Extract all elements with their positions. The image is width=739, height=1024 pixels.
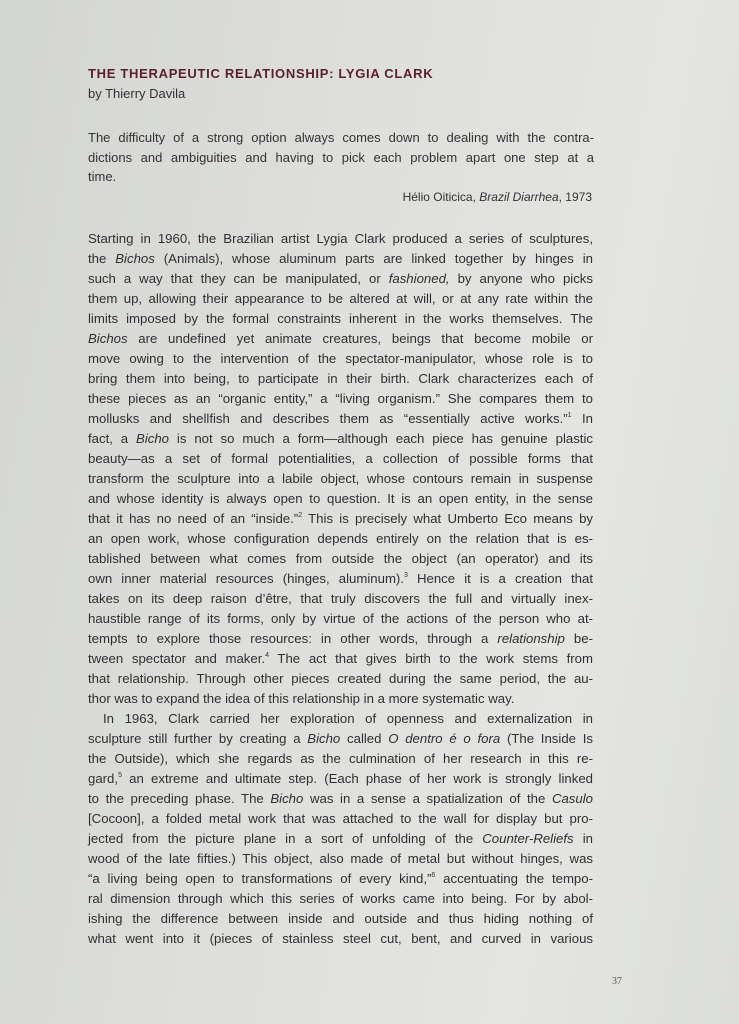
body-line: that it has no need of an “inside.”$^2$ This is precisely what Umberto Eco means by [88, 511, 594, 526]
body-line: such a way that they can be manipulated, or fashioned, by anyone who picks [88, 271, 593, 286]
body-line: ral dimension through which this series of works came into being. For by abol- [88, 891, 593, 906]
body-line: limits imposed by the formal constraints inherent in the works themselves. The [88, 311, 593, 326]
body-line: an open work, whose configuration depends entirely on the relation that is es- [88, 531, 593, 546]
body-line: In 1963, Clark carried her exploration of openness and externalization in [103, 711, 593, 726]
article-byline: by Thierry Davila [88, 86, 186, 101]
body-line: wood of the late fifties.) This object, also made of metal but without hinges, was [88, 851, 593, 866]
body-line: these pieces as an “organic entity,” a “living organism.” She compares them to [88, 391, 593, 406]
body-line: what went into it (pieces of stainless steel cut, bent, and curved in various [88, 931, 593, 946]
epigraph-quote [88, 128, 594, 187]
body-line: to the preceding phase. The Bicho was in a sense a spatialization of the Casulo [88, 791, 593, 806]
body-line: fact, a Bicho is not so much a form—although each piece has genuine plastic [88, 431, 593, 446]
epigraph-line: time. [88, 169, 117, 184]
body-line: “a living being open to transformations of every kind,”$^6$ accentuating the tempo- [88, 871, 593, 886]
page-number: 37 [612, 976, 622, 987]
footnote-ref: 1 [567, 412, 572, 419]
body-line: the Bichos (Animals), whose aluminum parts are linked together by hinges in [88, 251, 593, 266]
epigraph-attribution [403, 190, 592, 204]
body-line: sculpture still further by creating a Bicho called O dentro é o fora (The Inside Is [88, 731, 593, 746]
body-line: move owing to the intervention of the spectator-manipulator, whose role is to [88, 351, 593, 366]
body-line: jected from the picture plane in a sort of unfolding of the Counter-Reliefs in [88, 831, 593, 846]
attribution-year: , 1973 [558, 190, 592, 204]
body-line: transform the sculpture into a labile object, whose contours remain in suspense [88, 471, 593, 486]
footnote-ref: 4 [265, 652, 269, 659]
body-line: bring them into being, to participate in their birth. Clark characterizes each of [88, 371, 593, 386]
body-line: beauty—as a set of formal potentialities, a collection of possible forms that [88, 451, 593, 466]
footnote-ref: 5 [118, 772, 122, 779]
body-line: tablished between what comes from outside the object (an operator) and its [88, 551, 593, 566]
body-line: haustible range of its forms, only by virtue of the actions of the person who at- [88, 611, 593, 626]
body-line: own inner material resources (hinges, aluminum).$^3$ Hence it is a creation that [88, 571, 594, 586]
article-title: THE THERAPEUTIC RELATIONSHIP: LYGIA CLARK [88, 66, 434, 81]
body-line: takes on its deep raison d’être, that truly discovers the full and virtually inex- [88, 591, 593, 606]
epigraph-line: dictions and ambiguities and having to pick each problem apart one step at a [88, 149, 594, 165]
footnote-ref: 6 [431, 872, 436, 879]
body-line: tween spectator and maker.$^4$ The act that gives birth to the work stems from [88, 651, 593, 666]
body-line: Bichos are undefined yet animate creatures, beings that become mobile or [88, 331, 593, 346]
footnote-ref: 3 [403, 572, 408, 579]
body-line: the Outside), which she regards as the culmination of her research in this re- [88, 751, 593, 766]
body-line: and whose identity is always open to question. It is an open entity, in the sense [88, 491, 593, 506]
body-line: gard,$^5$ an extreme and ultimate step. (Each phase of her work is strongly linked [88, 771, 593, 786]
body-line: thor was to expand the idea of this relationship in a more systematic way. [88, 691, 515, 706]
article-body [88, 229, 593, 949]
attribution-work: Brazil Diarrhea [479, 190, 559, 204]
epigraph-line: The difficulty of a strong option always comes down to dealing with the contra- [88, 130, 594, 145]
body-line: them up, allowing their appearance to be altered at will, or at any rate within the [88, 291, 593, 306]
body-line: mollusks and shellfish and describes them as “essentially active works.”$^1$ In [88, 411, 593, 426]
footnote-ref: 2 [298, 512, 303, 519]
body-line: ishing the difference between inside and outside and thus hiding nothing of [88, 911, 593, 926]
attribution-author: Hélio Oiticica, [402, 190, 476, 204]
body-line: that relationship. Through other pieces created during the same period, the au- [88, 671, 593, 686]
body-line: Starting in 1960, the Brazilian artist Lygia Clark produced a series of sculptures, [88, 231, 593, 246]
body-line: [Cocoon], a folded metal work that was attached to the wall for display but pro- [88, 811, 593, 826]
body-line: tempts to explore those resources: in other words, through a relationship be- [88, 631, 593, 646]
